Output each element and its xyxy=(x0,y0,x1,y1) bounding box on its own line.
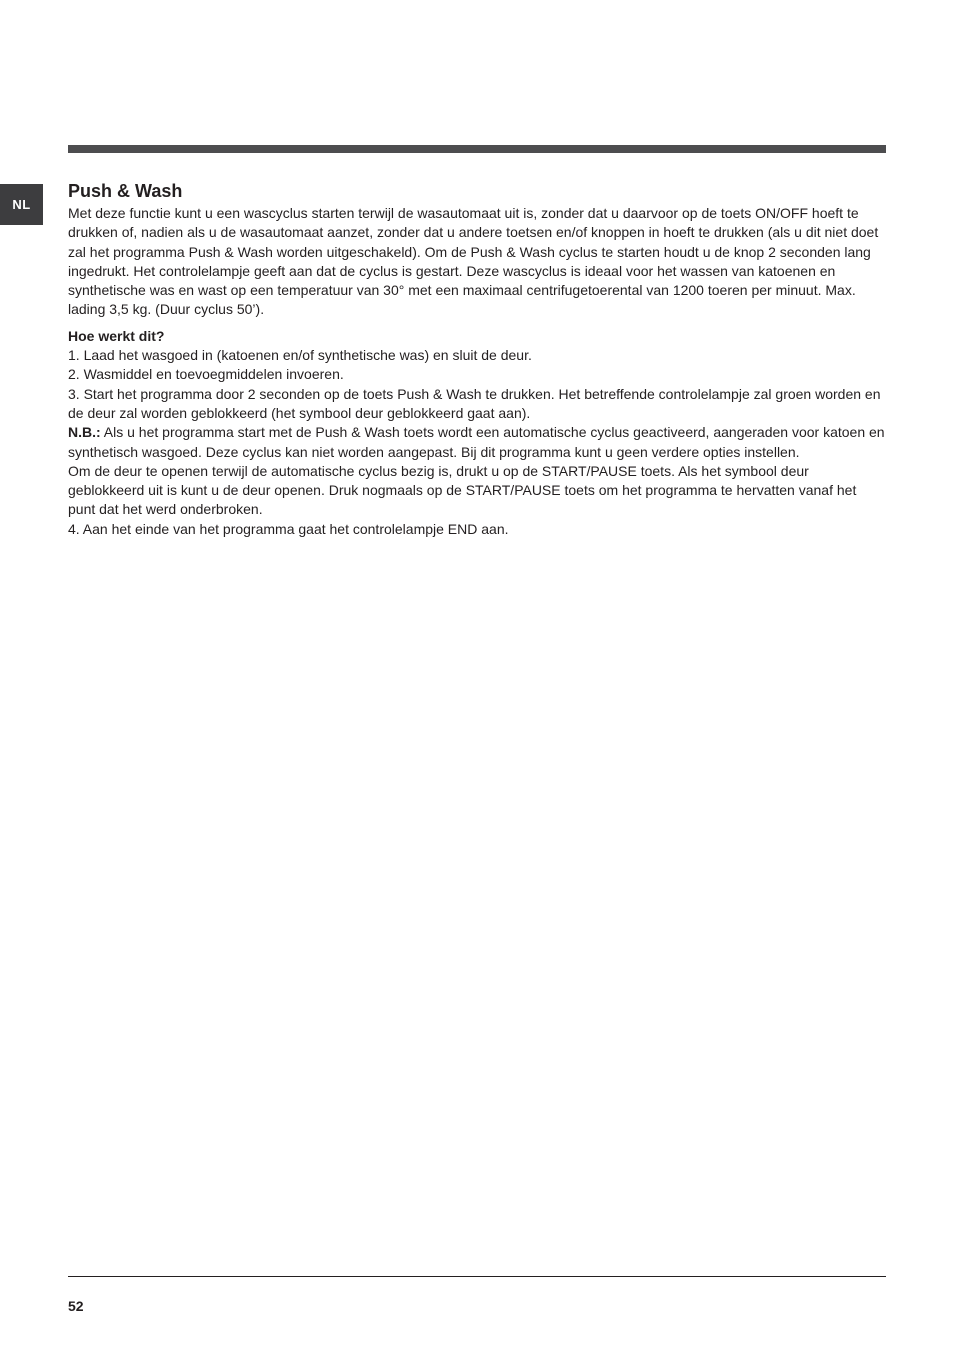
page-number: 52 xyxy=(68,1298,84,1314)
step-1: 1. Laad het wasgoed in (katoenen en/of synthetische was) en sluit de deur. xyxy=(68,347,532,364)
door-paragraph: Om de deur te openen terwijl de automatische cyclus bezig is, drukt u op de START/PAUSE toets. Als het symbool deur geblokkeerd uit is kunt u de deur openen. Druk nogmaals op de START/PAUSE toets om het programma te hervatten vanaf het punt dat het werd onderbroken. xyxy=(68,462,857,518)
section-title: Push & Wash xyxy=(68,181,183,201)
note-text: Als u het programma start met de Push & Wash toets wordt een automatische cyclus geactiveerd, aangeraden voor katoen en synthetisch wasgoed. Deze cyclus kan niet worden aangepast. Bij dit programma kunt u geen verdere opties instellen. xyxy=(68,424,885,460)
step-2: 2. Wasmiddel en toevoegmiddelen invoeren. xyxy=(68,366,344,383)
top-divider xyxy=(68,145,886,153)
step-3: 3. Start het programma door 2 seconden op de toets Push & Wash te drukken. Het betreffende controlelampje zal groen worden en de deur zal worden geblokkeerd (het symbool deur geblokkeerd gaat aan). xyxy=(68,385,881,421)
bottom-divider xyxy=(68,1276,886,1277)
intro-paragraph: Met deze functie kunt u een wascyclus starten terwijl de wasautomaat uit is, zonder dat u daarvoor op de toets ON/OFF hoeft te drukken of, nadien als u de wasautomaat aanzet, zonder dat u andere toetsen en/of knoppen in hoeft te drukken (als u dit niet doet zal het programma Push & Wash worden uitgeschakeld). Om de Push & Wash cyclus te starten houdt u de knop 2 seconden lang ingedrukt. Het controlelampje geeft aan dat de cyclus is gestart. Deze wascyclus is ideaal voor het wassen van katoenen en synthetische was en wast op een temperatuur van 30° met een maximaal centrifugetoerental van 1200 toeren per minuut. Max. lading 3,5 kg. (Duur cyclus 50’). xyxy=(68,205,879,318)
how-it-works-heading: Hoe werkt dit? xyxy=(68,327,165,344)
note-paragraph xyxy=(68,423,886,462)
note-label: N.B.: xyxy=(68,424,101,441)
language-tab: NL xyxy=(0,184,43,225)
main-content xyxy=(68,180,886,539)
step-4: 4. Aan het einde van het programma gaat het controlelampje END aan. xyxy=(68,520,509,537)
